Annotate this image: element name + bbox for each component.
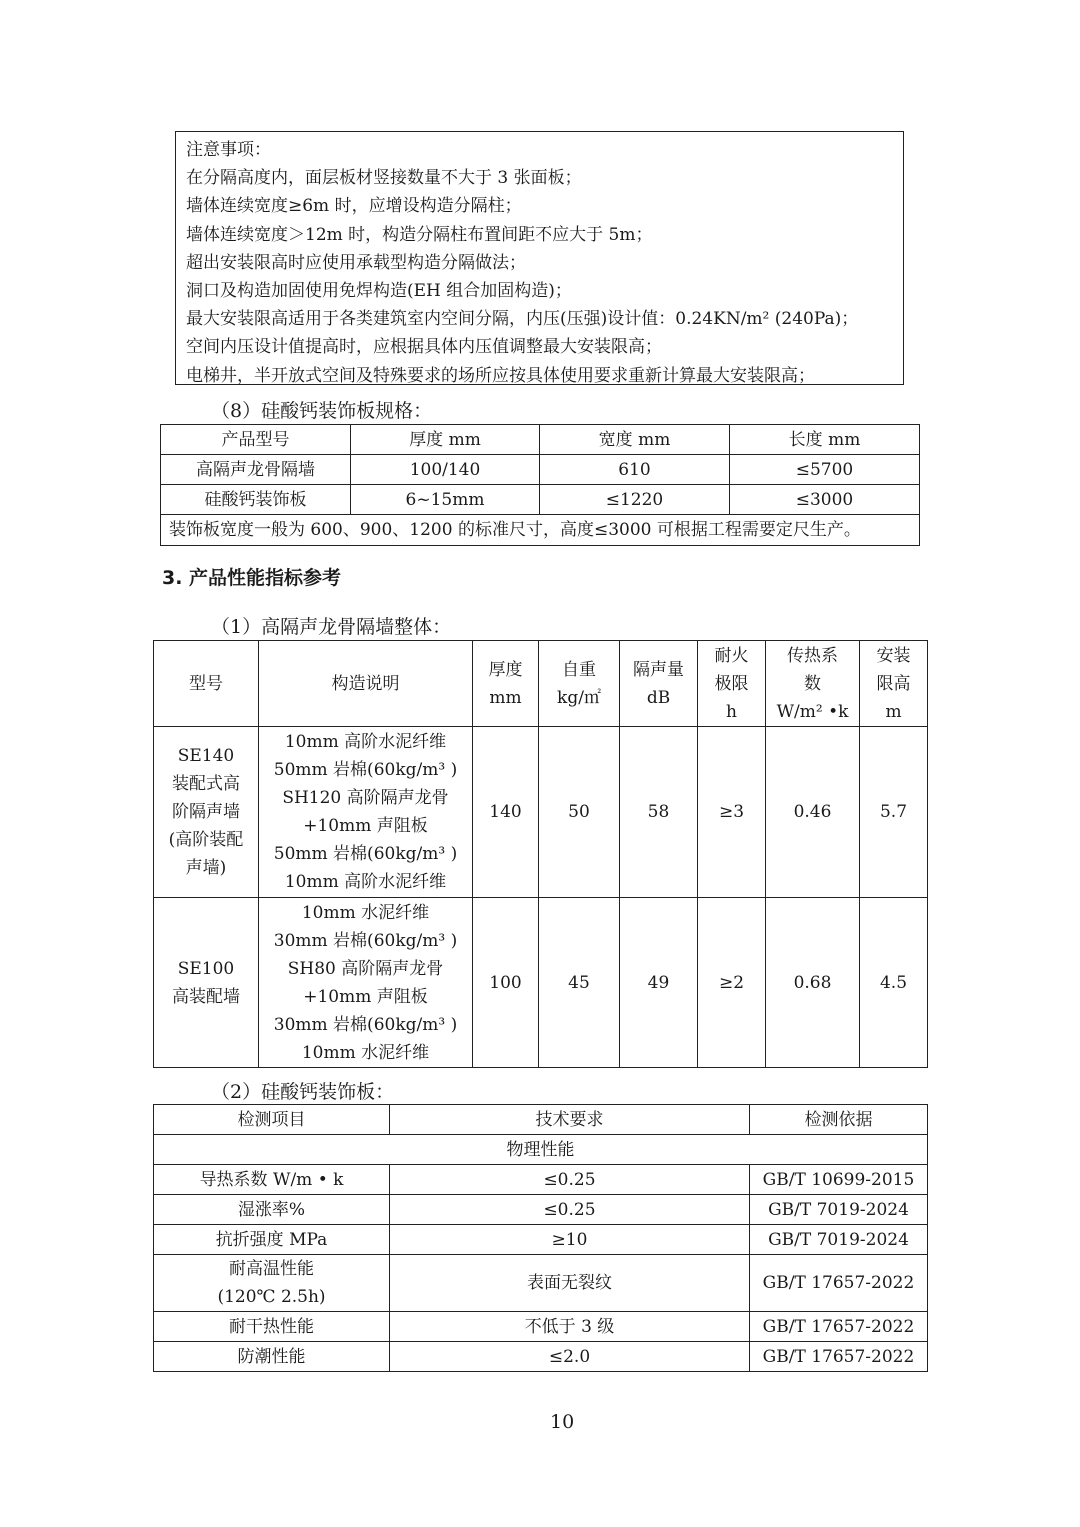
spec-note-row [161, 515, 920, 546]
board-group-label: 物理性能 [154, 1135, 928, 1165]
construction-line: 30mm 岩棉(60kg/m³ ) [273, 1014, 458, 1035]
board-item: 抗折强度 MPa [154, 1225, 390, 1255]
board-group-row [154, 1135, 928, 1165]
perf-thickness: 100 [473, 898, 539, 1068]
perf-weight: 45 [539, 898, 620, 1068]
notes-line: 注意事项： [186, 140, 271, 160]
board-row [154, 1255, 928, 1312]
perf-header-thickness [473, 641, 539, 727]
board-item: 耐干热性能 [154, 1312, 390, 1342]
header-line: 厚度 [488, 659, 523, 680]
model-line: (高阶装配 [168, 830, 244, 850]
board-std: GB/T 17657-2022 [750, 1342, 928, 1372]
board-std: GB/T 17657-2022 [750, 1255, 928, 1312]
model-line: 高装配墙 [172, 986, 240, 1007]
perf-header-row [154, 641, 928, 727]
notes-line: 最大安装限高适用于各类建筑室内空间分隔，内压(压强)设计值：0.24KN/m² (240Pa)； [186, 309, 859, 330]
perf-header-construction: 构造说明 [259, 641, 473, 727]
board-item: 湿涨率% [154, 1195, 390, 1225]
perf-header-heat [766, 641, 860, 727]
perf-model [154, 898, 259, 1068]
perf-header-weight [539, 641, 620, 727]
model-line: 声墙) [185, 858, 227, 878]
perf-construction [259, 898, 473, 1068]
board-std: GB/T 10699-2015 [750, 1165, 928, 1195]
board-table [153, 1104, 928, 1372]
header-line: dB [646, 687, 671, 708]
spec-header-cell: 厚度 mm [351, 425, 540, 455]
board-req: 表面无裂纹 [390, 1255, 750, 1312]
perf-heat: 0.68 [766, 898, 860, 1068]
header-line: 自重 [562, 659, 596, 680]
construction-line: 30mm 岩棉(60kg/m³ ) [273, 930, 458, 951]
spec-cell: 100/140 [351, 455, 540, 485]
perf-construction [259, 727, 473, 898]
notes-line: 电梯井，半开放式空间及特殊要求的场所应按具体使用要求重新计算最大安装限高； [186, 365, 815, 386]
construction-line: 10mm 水泥纤维 [301, 902, 430, 923]
board-row [154, 1312, 928, 1342]
page-number: 10 [550, 1411, 575, 1433]
board-item [154, 1255, 390, 1312]
perf-height: 4.5 [860, 898, 928, 1068]
board-row [154, 1195, 928, 1225]
model-line: 阶隔声墙 [172, 802, 240, 822]
perf-fire: ≥3 [698, 727, 766, 898]
spec-cell: ≤5700 [730, 455, 920, 485]
header-line: m [885, 701, 902, 722]
model-line: 装配式高 [172, 774, 240, 794]
perf-heat: 0.46 [766, 727, 860, 898]
board-req: 不低于 3 级 [390, 1312, 750, 1342]
board-std: GB/T 7019-2024 [750, 1225, 928, 1255]
perf-header-fire [698, 641, 766, 727]
spec-cell: 610 [540, 455, 730, 485]
board-req: ≤0.25 [390, 1195, 750, 1225]
spec-note: 装饰板宽度一般为 600、900、1200 的标准尺寸，高度≤3000 可根据工程需要定尺生产。 [161, 515, 920, 546]
notes-line: 在分隔高度内，面层板材竖接数量不大于 3 张面板； [186, 168, 582, 189]
construction-line: +10mm 声阻板 [303, 986, 428, 1007]
header-line: 极限 [714, 673, 749, 694]
board-header-cell: 检测项目 [154, 1105, 390, 1135]
board-req: ≥10 [390, 1225, 750, 1255]
spec-cell: 硅酸钙装饰板 [161, 485, 351, 515]
spec-header-cell: 长度 mm [730, 425, 920, 455]
perf-table [153, 640, 928, 1068]
spec-table [160, 424, 920, 546]
perf-thickness: 140 [473, 727, 539, 898]
perf-caption: （1）高隔声龙骨隔墙整体： [211, 616, 452, 638]
perf-model [154, 727, 259, 898]
board-req: ≤0.25 [390, 1165, 750, 1195]
header-line: kg/㎡ [557, 687, 601, 708]
construction-line: 10mm 高阶水泥纤维 [284, 872, 447, 892]
perf-header-height [860, 641, 928, 727]
construction-line: SH120 高阶隔声龙骨 [282, 788, 449, 808]
spec-row [161, 455, 920, 485]
perf-sound: 58 [620, 727, 698, 898]
construction-line: 50mm 岩棉(60kg/m³ ) [273, 844, 458, 864]
header-line: h [726, 701, 737, 722]
header-line: mm [489, 687, 522, 708]
spec-caption: （8）硅酸钙装饰板规格： [211, 400, 433, 422]
header-line: 安装 [876, 645, 911, 666]
header-line: 耐火 [714, 645, 749, 666]
perf-header-sound [620, 641, 698, 727]
construction-line: 50mm 岩棉(60kg/m³ ) [273, 760, 458, 780]
perf-fire: ≥2 [698, 898, 766, 1068]
spec-row [161, 485, 920, 515]
notes-line: 洞口及构造加固使用免焊构造(EH 组合加固构造)； [186, 281, 572, 302]
board-std: GB/T 7019-2024 [750, 1195, 928, 1225]
perf-sound: 49 [620, 898, 698, 1068]
board-caption: （2）硅酸钙装饰板： [211, 1081, 395, 1103]
spec-cell: ≤1220 [540, 485, 730, 515]
board-item: 防潮性能 [154, 1342, 390, 1372]
spec-cell: ≤3000 [730, 485, 920, 515]
construction-line: +10mm 声阻板 [303, 816, 428, 836]
spec-header-cell: 宽度 mm [540, 425, 730, 455]
notes-line: 墙体连续宽度≥6m 时，应增设构造分隔柱； [186, 196, 522, 217]
item-line: (120℃ 2.5h) [217, 1287, 326, 1307]
item-line: 耐高温性能 [229, 1259, 314, 1279]
spec-header-row [161, 425, 920, 455]
perf-row [154, 898, 928, 1068]
perf-header-model: 型号 [154, 641, 259, 727]
notes-line: 超出安装限高时应使用承载型构造分隔做法； [186, 252, 526, 273]
section-heading: 3. 产品性能指标参考 [162, 567, 342, 589]
construction-line: 10mm 高阶水泥纤维 [284, 732, 447, 752]
header-line: 数 [804, 673, 821, 694]
spec-cell: 高隔声龙骨隔墙 [161, 455, 351, 485]
perf-height: 5.7 [860, 727, 928, 898]
notes-box [175, 131, 904, 385]
notes-line: 墙体连续宽度＞12m 时，构造分隔柱布置间距不应大于 5m； [186, 224, 653, 245]
header-line: W/m² •k [776, 701, 849, 722]
model-line: SE100 [177, 958, 235, 979]
board-std: GB/T 17657-2022 [750, 1312, 928, 1342]
perf-weight: 50 [539, 727, 620, 898]
spec-cell: 6~15mm [351, 485, 540, 515]
header-line: 隔声量 [633, 659, 684, 680]
board-header-row [154, 1105, 928, 1135]
board-header-cell: 检测依据 [750, 1105, 928, 1135]
board-header-cell: 技术要求 [390, 1105, 750, 1135]
construction-line: SH80 高阶隔声龙骨 [287, 958, 444, 979]
model-line: SE140 [177, 746, 235, 766]
board-req: ≤2.0 [390, 1342, 750, 1372]
construction-line: 10mm 水泥纤维 [301, 1042, 430, 1063]
notes-line: 空间内压设计值提高时，应根据具体内压值调整最大安装限高； [186, 337, 662, 358]
spec-header-cell: 产品型号 [161, 425, 351, 455]
perf-row [154, 727, 928, 898]
header-line: 传热系 [787, 645, 838, 666]
board-row [154, 1342, 928, 1372]
header-line: 限高 [876, 673, 911, 694]
board-row [154, 1225, 928, 1255]
board-row [154, 1165, 928, 1195]
board-item: 导热系数 W/m • k [154, 1165, 390, 1195]
